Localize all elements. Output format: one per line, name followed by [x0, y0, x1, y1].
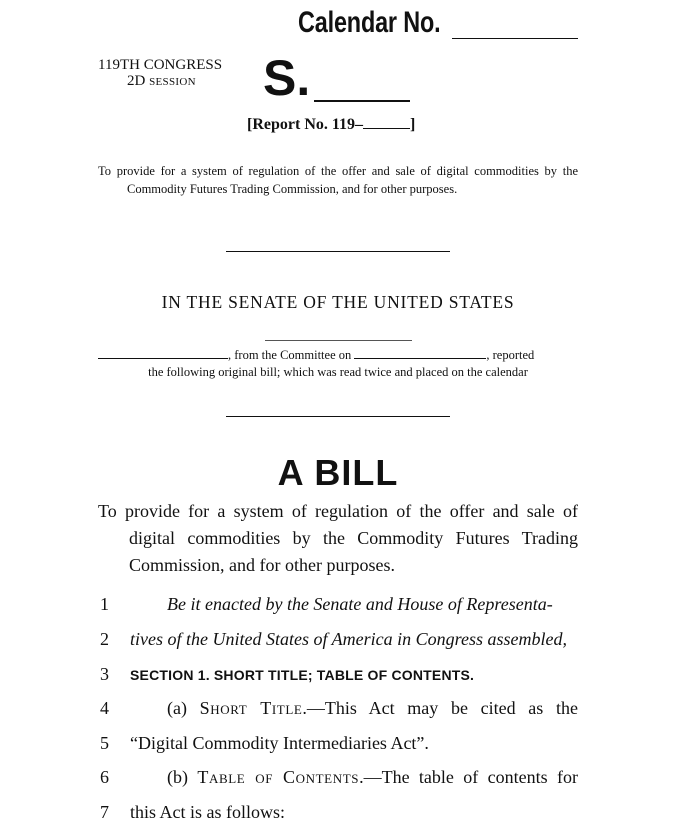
enacting-clause-line: Be it enacted by the Senate and House of Representa- [167, 594, 553, 614]
short-purpose: To provide for a system of regulation of the offer and sale of digital commodities by the Commodity Futures Trading Commission, and for other purposes. [98, 164, 578, 196]
divider [226, 251, 450, 252]
congress-label: 119TH CONGRESS [98, 57, 223, 73]
session-label [127, 73, 196, 90]
line-number: 5 [100, 733, 109, 753]
committee-line [98, 347, 578, 364]
subsection-label: (a) [167, 698, 200, 718]
subsection-heading: Short Title [199, 698, 303, 718]
table-of-contents-line [130, 767, 578, 788]
calendar-number-label: Calendar No. [298, 6, 441, 39]
senator-blank [98, 347, 228, 359]
section-heading: SECTION 1. SHORT TITLE; TABLE OF CONTENTS. [130, 667, 475, 683]
line-number: 7 [100, 802, 109, 822]
placed-on-calendar-line: the following original bill; which was read twice and placed on the calendar [148, 365, 528, 379]
report-number-close: ] [409, 116, 416, 133]
enacting-clause-line: tives of the United States of America in Congress assembled, [130, 629, 567, 649]
senate-heading: IN THE SENATE OF THE UNITED STATES [161, 292, 515, 312]
report-number-blank [363, 116, 410, 129]
short-title-line [130, 698, 578, 719]
line-number: 2 [100, 629, 109, 649]
report-number-text: [Report No. 119– [247, 116, 363, 133]
line-number: 4 [100, 698, 109, 718]
calendar-number-blank [452, 38, 578, 39]
report-number [247, 116, 415, 134]
committee-blank [354, 347, 486, 359]
session-ordinal: 2D [127, 73, 150, 89]
subsection-text: .—The table of contents for [359, 767, 578, 787]
thin-divider [265, 340, 412, 341]
subsection-text: .—This Act may be cited as the [302, 698, 578, 718]
from-committee-text: , from the Committee on [228, 348, 355, 362]
line-number: 3 [100, 664, 109, 684]
subsection-heading: Table of Contents [197, 767, 360, 787]
act-name-line: “Digital Commodity Intermediaries Act”. [130, 733, 429, 753]
divider [226, 416, 450, 417]
reported-text: , reported [486, 348, 535, 362]
bill-prefix: S. [263, 50, 311, 106]
table-of-contents-intro-line: this Act is as follows: [130, 802, 286, 822]
session-word: SESSION [149, 76, 196, 88]
subsection-label: (b) [167, 767, 198, 787]
bill-purpose: To provide for a system of regulation of the offer and sale of digital commodities by the Commodity Futures Trading Commission, and for other purposes. [98, 501, 578, 575]
bill-title: A BILL [277, 452, 399, 493]
bill-number-blank [314, 100, 410, 102]
line-number: 1 [100, 594, 109, 614]
line-number: 6 [100, 767, 109, 787]
